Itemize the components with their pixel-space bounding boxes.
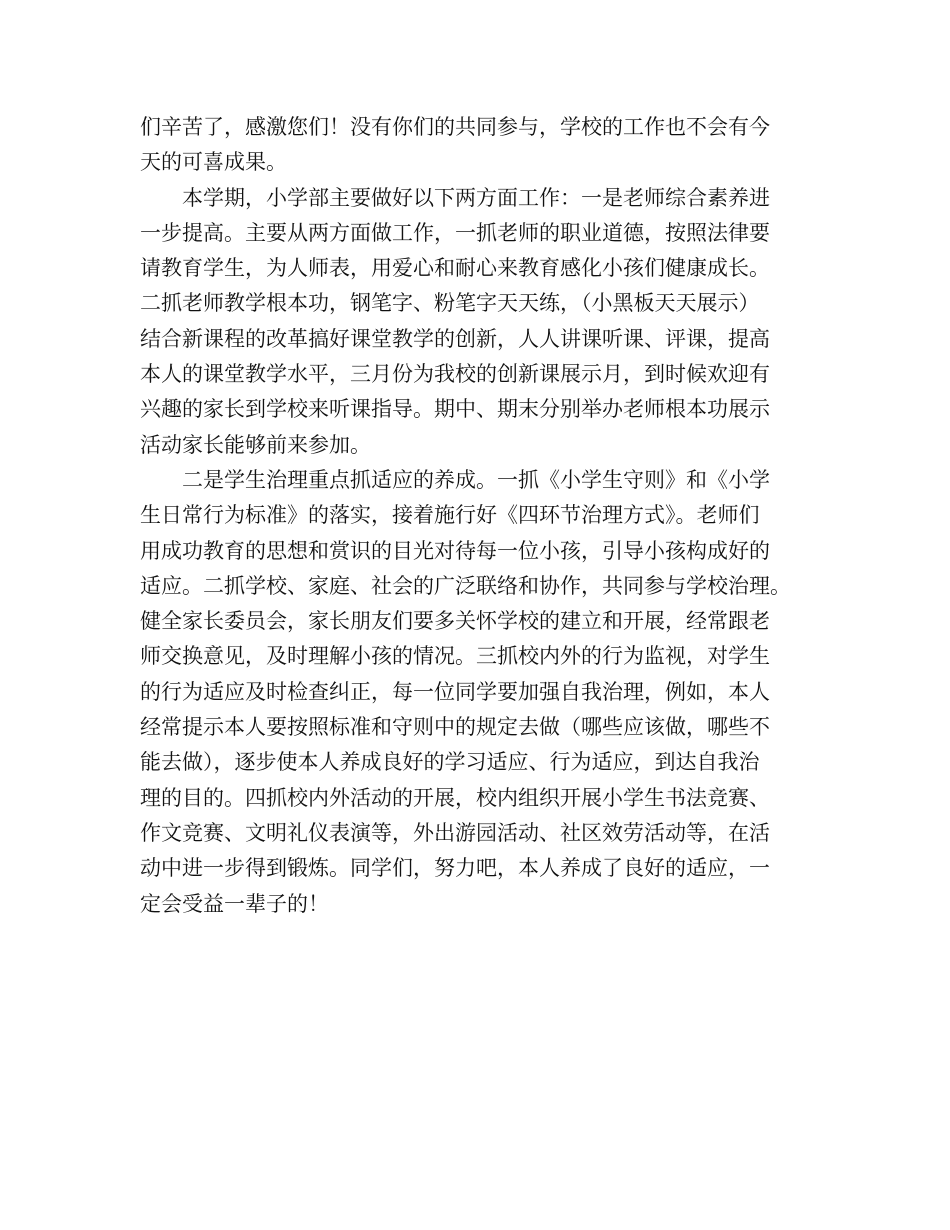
text-line: 经常提示本人要按照标准和守则中的规定去做（哪些应该做，哪些不 <box>140 715 770 740</box>
text-line: 能去做），逐步使本人养成良好的学习适应、行为适应，到达自我治 <box>140 750 760 775</box>
text-line: 结合新课程的改革搞好课堂教学的创新，人人讲课听课、评课，提高 <box>140 326 770 351</box>
text-line: 的行为适应及时检查纠正，每一位同学要加强自我治理，例如，本人 <box>140 679 770 704</box>
text-line: 本人的课堂教学水平，三月份为我校的创新课展示月，到时候欢迎有 <box>140 362 770 387</box>
body-text <box>140 110 820 922</box>
paragraph-1 <box>140 110 820 181</box>
text-line: 请教育学生，为人师表，用爱心和耐心来教育感化小孩们健康成长。 <box>140 256 770 281</box>
text-line: 理的目的。四抓校内外活动的开展，校内组织开展小学生书法竞赛、 <box>140 785 770 810</box>
text-line: 活动家长能够前来参加。 <box>140 432 371 457</box>
text-line: 生日常行为标准》的落实，接着施行好《四环节治理方式》。老师们 <box>140 503 760 528</box>
text-line: 定会受益一辈子的！ <box>140 891 329 916</box>
text-line: 本学期，小学部主要做好以下两方面工作：一是老师综合素养进 <box>182 185 770 210</box>
paragraph-3 <box>140 463 820 922</box>
text-line: 们辛苦了，感激您们！没有你们的共同参与，学校的工作也不会有今 <box>140 115 770 139</box>
text-line: 动中进一步得到锻炼。同学们，努力吧，本人养成了良好的适应，一 <box>140 856 770 881</box>
text-line: 二抓老师教学根本功，钢笔字、粉笔字天天练，（小黑板天天展示） <box>140 291 760 316</box>
text-line: 健全家长委员会，家长朋友们要多关怀学校的建立和开展，经常跟老 <box>140 609 770 634</box>
paragraph-2 <box>140 181 820 463</box>
text-line: 二是学生治理重点抓适应的养成。一抓《小学生守则》和《小学 <box>182 467 770 492</box>
text-line: 师交换意见，及时理解小孩的情况。三抓校内外的行为监视，对学生 <box>140 644 770 669</box>
text-line: 天的可喜成果。 <box>140 150 287 175</box>
text-line: 一步提高。主要从两方面做工作，一抓老师的职业道德，按照法律要 <box>140 220 770 245</box>
text-line: 作文竞赛、文明礼仪表演等，外出游园活动、社区效劳活动等，在活 <box>140 820 770 845</box>
text-line: 适应。二抓学校、家庭、社会的广泛联络和协作，共同参与学校治理。 <box>140 573 791 598</box>
text-line: 兴趣的家长到学校来听课指导。期中、期末分别举办老师根本功展示 <box>140 397 770 422</box>
text-line: 用成功教育的思想和赏识的目光对待每一位小孩，引导小孩构成好的 <box>140 538 770 563</box>
